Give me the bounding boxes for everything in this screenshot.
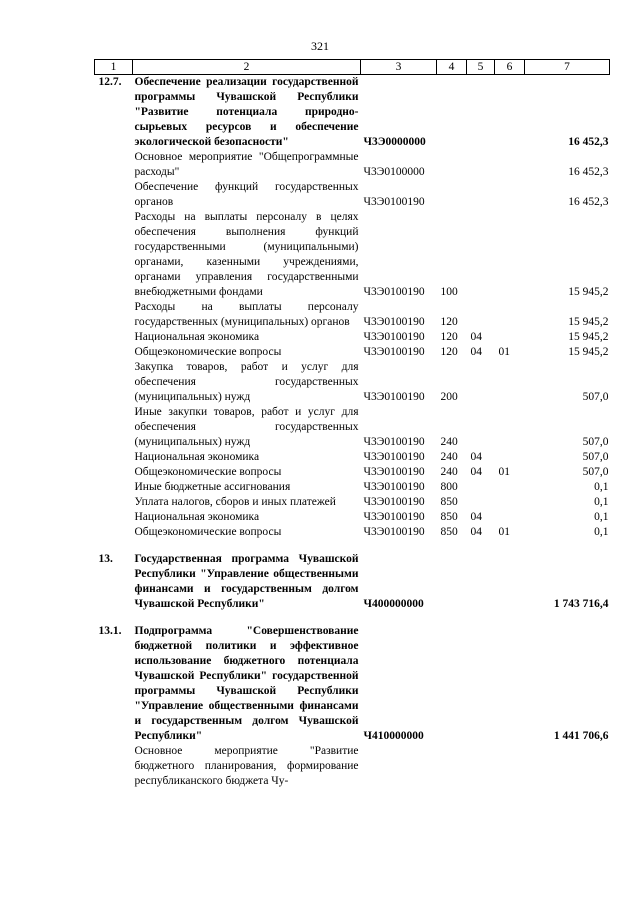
expense-type-code: 120 [440, 331, 458, 343]
section-code: 04 [470, 526, 482, 538]
header-col-7: 7 [525, 60, 610, 75]
page-number: 321 [311, 39, 329, 53]
target-article-code: Ч3Э0100190 [363, 466, 425, 478]
section-code [467, 210, 495, 300]
spacer-row [95, 540, 610, 552]
subsection-code [495, 300, 525, 330]
row-number [95, 450, 133, 465]
row-number [95, 180, 133, 210]
row-number [95, 465, 133, 480]
budget-table [94, 59, 610, 789]
amount: 15 945,2 [568, 346, 609, 358]
spacer-cell [95, 612, 610, 624]
header-col-4: 4 [437, 60, 467, 75]
expense-type-code [437, 75, 467, 151]
subsection-code [495, 75, 525, 151]
header-col-6: 6 [495, 60, 525, 75]
amount: 507,0 [582, 391, 609, 403]
expense-type-code [437, 150, 467, 180]
row-name: Обеспечение функций государственных органов [134, 181, 359, 208]
section-code [467, 180, 495, 210]
row-name: Общеэкономические вопросы [134, 466, 282, 478]
header-col-2: 2 [133, 60, 361, 75]
amount: 16 452,3 [568, 166, 609, 178]
amount: 0,1 [594, 496, 609, 508]
table-row [95, 624, 610, 744]
row-number [95, 525, 133, 540]
row-name: Иные бюджетные ассигнования [134, 481, 291, 493]
section-code: 04 [470, 511, 482, 523]
section-code: 04 [470, 331, 482, 343]
row-number [95, 480, 133, 495]
subsection-code [495, 405, 525, 450]
target-article-code: Ч3Э0100190 [363, 316, 425, 328]
row-number [95, 405, 133, 450]
section-code [467, 360, 495, 405]
target-article-code: Ч3Э0100190 [363, 526, 425, 538]
row-number [95, 744, 133, 789]
subsection-code [495, 360, 525, 405]
section-code [467, 495, 495, 510]
spacer-row [95, 612, 610, 624]
row-name: Обеспечение реализации государственной программы Чувашской Республики "Развитие потенциала природно-сырьевых ресурсов и обеспечение экологической безопасности" [134, 76, 359, 148]
target-article-code: Ч3Э0100190 [363, 511, 425, 523]
row-name: Основное мероприятие "Общепрограммные расходы" [134, 151, 359, 178]
row-number [95, 495, 133, 510]
expense-type-code [437, 744, 467, 789]
expense-type-code: 850 [440, 511, 458, 523]
amount: 507,0 [582, 436, 609, 448]
row-name: Национальная экономика [134, 451, 260, 463]
row-name: Национальная экономика [134, 511, 260, 523]
subsection-code [495, 624, 525, 744]
subsection-code: 01 [498, 466, 510, 478]
target-article-code [361, 744, 437, 789]
section-code [467, 480, 495, 495]
expense-type-code: 120 [440, 316, 458, 328]
table-row [95, 150, 610, 180]
table-row [95, 300, 610, 330]
table-row [95, 330, 610, 345]
table-row [95, 405, 610, 450]
expense-type-code [437, 180, 467, 210]
amount: 15 945,2 [568, 316, 609, 328]
amount: 0,1 [594, 511, 609, 523]
row-name: Расходы на выплаты персоналу в целях обеспечения выполнения функций государственными (муниципальными) органами, казенными учреждениями, органами управления государственными внебюджетными фондами [134, 211, 359, 298]
row-number: 13. [98, 553, 113, 565]
target-article-code: Ч3Э0100190 [363, 496, 425, 508]
column-number-header [95, 60, 610, 75]
row-name: Основное мероприятие "Развитие бюджетного планирования, формирование республиканского бюджета Чу- [134, 745, 359, 787]
table-row [95, 552, 610, 612]
amount: 1 743 716,4 [553, 598, 609, 610]
row-number [95, 210, 133, 300]
subsection-code: 01 [498, 526, 510, 538]
row-number [95, 300, 133, 330]
section-code [467, 405, 495, 450]
target-article-code: Ч400000000 [363, 598, 424, 610]
table-row [95, 360, 610, 405]
target-article-code: Ч3Э0000000 [363, 136, 426, 148]
amount [525, 744, 610, 789]
target-article-code: Ч3Э0100190 [363, 391, 425, 403]
target-article-code: Ч3Э0100190 [363, 346, 425, 358]
row-number [95, 360, 133, 405]
target-article-code: Ч3Э0100190 [363, 451, 425, 463]
target-article-code: Ч410000000 [363, 730, 424, 742]
section-code: 04 [470, 466, 482, 478]
subsection-code [495, 552, 525, 612]
section-code: 04 [470, 346, 482, 358]
spacer-cell [95, 540, 610, 552]
section-code: 04 [470, 451, 482, 463]
amount: 16 452,3 [568, 136, 609, 148]
row-name: Иные закупки товаров, работ и услуг для обеспечения государственных (муниципальных) нужд [134, 406, 359, 448]
table-row [95, 510, 610, 525]
row-number: 13.1. [98, 625, 122, 637]
amount: 0,1 [594, 526, 609, 538]
row-number: 12.7. [98, 76, 122, 88]
expense-type-code: 850 [440, 526, 458, 538]
subsection-code: 01 [498, 346, 510, 358]
row-name: Расходы на выплаты персоналу государственных (муниципальных) органов [134, 301, 359, 328]
table-row [95, 210, 610, 300]
table-row [95, 345, 610, 360]
row-name: Национальная экономика [134, 331, 260, 343]
table-row [95, 480, 610, 495]
expense-type-code: 120 [440, 346, 458, 358]
row-name: Закупка товаров, работ и услуг для обеспечения государственных (муниципальных) нужд [134, 361, 359, 403]
expense-type-code: 240 [440, 466, 458, 478]
amount: 15 945,2 [568, 286, 609, 298]
amount: 15 945,2 [568, 331, 609, 343]
table-row [95, 744, 610, 789]
expense-type-code: 100 [440, 286, 458, 298]
expense-type-code [437, 552, 467, 612]
row-name: Уплата налогов, сборов и иных платежей [134, 496, 336, 508]
target-article-code: Ч3Э0100190 [363, 196, 425, 208]
row-name: Общеэкономические вопросы [134, 346, 282, 358]
amount: 507,0 [582, 466, 609, 478]
table-row [95, 75, 610, 151]
expense-type-code [437, 624, 467, 744]
header-col-3: 3 [361, 60, 437, 75]
subsection-code [495, 330, 525, 345]
header-col-5: 5 [467, 60, 495, 75]
expense-type-code: 850 [440, 496, 458, 508]
table-row [95, 180, 610, 210]
amount: 507,0 [582, 451, 609, 463]
section-code [467, 744, 495, 789]
subsection-code [495, 180, 525, 210]
section-code [467, 150, 495, 180]
subsection-code [495, 150, 525, 180]
row-number [95, 345, 133, 360]
row-number [95, 150, 133, 180]
expense-type-code: 240 [440, 451, 458, 463]
amount: 1 441 706,6 [553, 730, 609, 742]
expense-type-code: 800 [440, 481, 458, 493]
table-row [95, 525, 610, 540]
subsection-code [495, 495, 525, 510]
target-article-code: Ч3Э0100190 [363, 331, 425, 343]
section-code [467, 624, 495, 744]
section-code [467, 75, 495, 151]
subsection-code [495, 450, 525, 465]
target-article-code: Ч3Э0100190 [363, 481, 425, 493]
target-article-code: Ч3Э0100190 [363, 436, 425, 448]
subsection-code [495, 210, 525, 300]
row-name: Государственная программа Чувашской Республики "Управление общественными финансами и государственным долгом Чувашской Республики" [134, 553, 359, 610]
amount: 0,1 [594, 481, 609, 493]
target-article-code: Ч3Э0100190 [363, 286, 425, 298]
header-col-1: 1 [95, 60, 133, 75]
row-number [95, 510, 133, 525]
section-code [467, 300, 495, 330]
subsection-code [495, 510, 525, 525]
row-name: Общеэкономические вопросы [134, 526, 282, 538]
row-name: Подпрограмма "Совершенствование бюджетной политики и эффективное использование бюджетного потенциала Чувашской Республики" государственной программы Чувашской Республики "Управление общественными финансами и государственным долгом Чувашской Республики" [134, 625, 359, 742]
expense-type-code: 200 [440, 391, 458, 403]
table-row [95, 450, 610, 465]
target-article-code: Ч3Э0100000 [363, 166, 425, 178]
subsection-code [495, 744, 525, 789]
subsection-code [495, 480, 525, 495]
section-code [467, 552, 495, 612]
row-number [95, 330, 133, 345]
table-row [95, 495, 610, 510]
expense-type-code: 240 [440, 436, 458, 448]
table-body [95, 75, 610, 790]
amount: 16 452,3 [568, 196, 609, 208]
table-row [95, 465, 610, 480]
